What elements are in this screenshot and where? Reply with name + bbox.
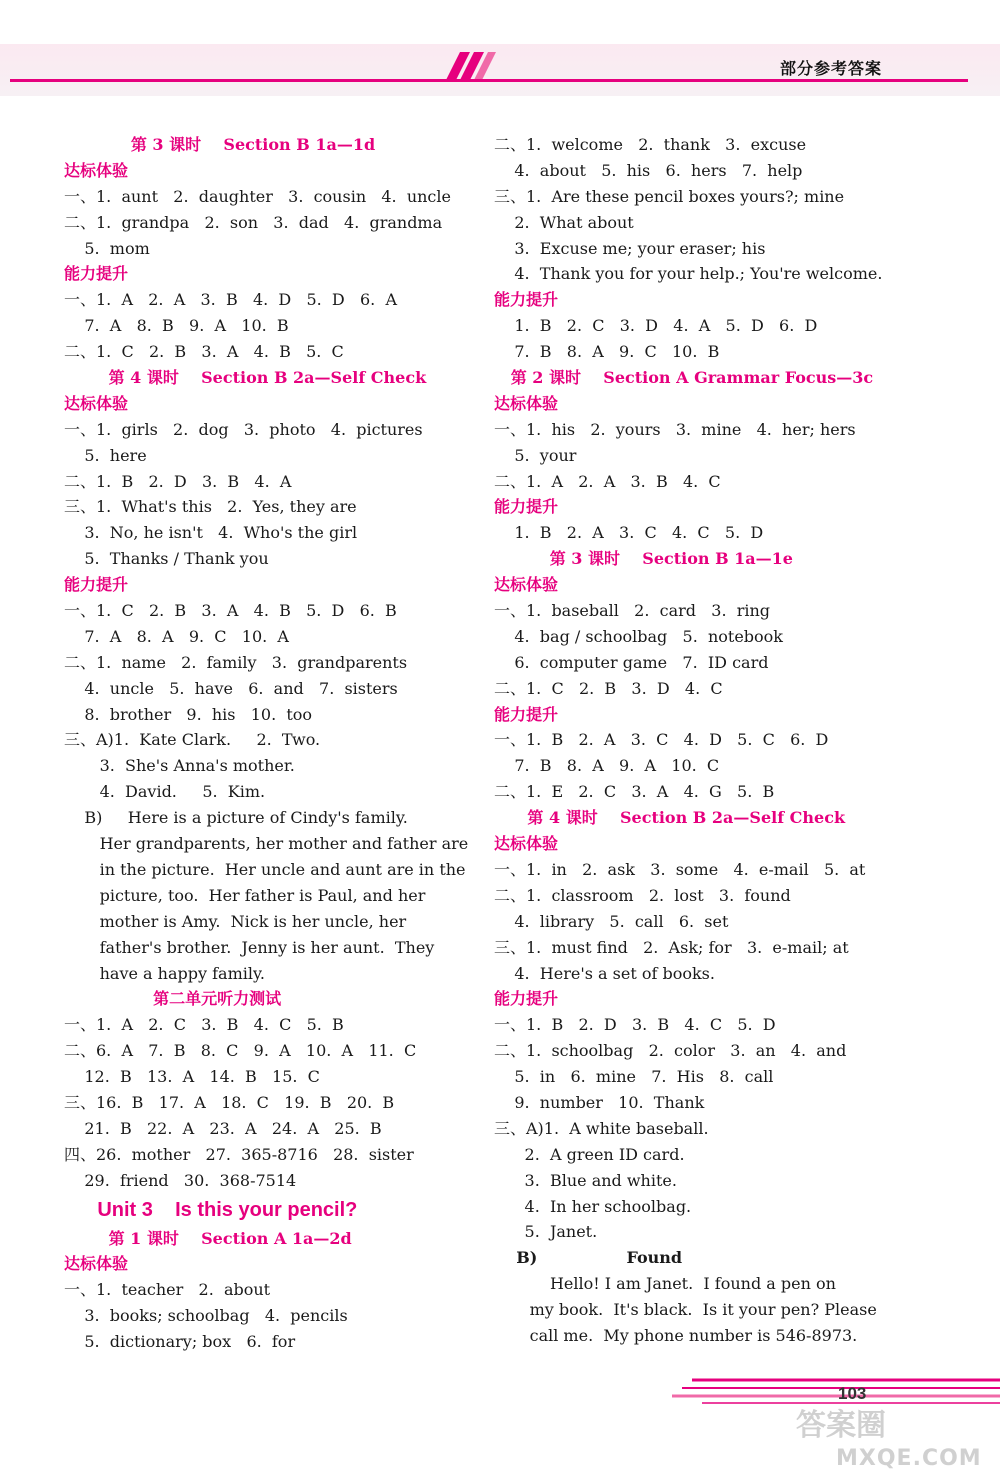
answer-line: 一、1. baseball 2. card 3. ring [494,601,771,621]
answer-line: 3. She's Anna's mother. [64,756,295,776]
answer-line: 21. B 22. A 23. A 24. A 25. B [64,1118,382,1138]
category-heading: 能力提升 [494,290,559,310]
page-header-title: 部分参考答案 [780,59,883,78]
answer-line: 二、1. B 2. D 3. B 4. A [64,471,292,491]
answer-line: 二、1. welcome 2. thank 3. excuse [494,135,807,154]
answer-line: 二、6. A 7. B 8. C 9. A 10. A 11. C [64,1041,417,1061]
watermark-url: MXQE.COM [836,1446,982,1471]
answer-line: 12. B 13. A 14. B 15. C [64,1067,320,1087]
category-heading: 能力提升 [494,704,559,724]
answer-line: 4. David. 5. Kim. [64,782,266,802]
section-heading: 第 3 课时 Section B 1a—1d [64,135,376,154]
answer-line: 一、1. his 2. yours 3. mine 4. her; hers [494,419,856,439]
answer-line: 三、1. Are these pencil boxes yours?; mine [494,186,845,206]
right-column [494,132,914,1349]
answer-line: 29. friend 30. 368-7514 [64,1170,297,1190]
section-heading: 第 2 课时 Section A Grammar Focus—3c [494,368,874,388]
answer-line: mother is Amy. Nick is her uncle, her [64,911,407,931]
answer-line: 一、1. in 2. ask 3. some 4. e-mail 5. at [494,859,866,879]
answer-line: 3. Excuse me; your eraser; his [494,238,766,258]
answer-line: 4. bag / schoolbag 5. notebook [494,626,783,646]
page-number: 103 [838,1384,867,1403]
section-heading: 第 4 课时 Section B 2a—Self Check [64,368,427,388]
answer-line: 1. B 2. A 3. C 4. C 5. D [494,523,764,543]
answer-line: 三、A)1. A white baseball. [494,1118,709,1138]
category-heading: 能力提升 [64,575,129,595]
answer-line: 8. brother 9. his 10. too [64,704,313,724]
answer-line: B) Found [494,1248,683,1268]
category-heading: 达标体验 [494,393,559,413]
answer-line: 5. dictionary; box 6. for [64,1332,296,1352]
answer-line: B) Here is a picture of Cindy's family. [64,808,408,828]
answer-line: 5. your [494,445,577,465]
answer-line: 7. B 8. A 9. A 10. C [494,756,720,776]
category-heading: 达标体验 [64,393,129,413]
answer-line: 二、1. E 2. C 3. A 4. G 5. B [494,782,775,802]
category-heading: 能力提升 [494,989,559,1009]
answer-line: 4. In her schoolbag. [494,1196,692,1216]
answer-line: 一、1. girls 2. dog 3. photo 4. pictures [64,419,423,439]
answer-line: 一、1. B 2. D 3. B 4. C 5. D [494,1015,776,1035]
answer-line: call me. My phone number is 546-8973. [494,1325,858,1345]
answer-line: 三、A)1. Kate Clark. 2. Two. [64,730,321,750]
answer-line: 4. Here's a set of books. [494,963,715,983]
answer-line: 2. A green ID card. [494,1144,685,1164]
category-heading: 能力提升 [494,497,559,517]
answer-line: Hello! I am Janet. I found a pen on [494,1274,836,1294]
answer-line: 7. A 8. A 9. C 10. A [64,626,289,646]
answer-line: 5. Thanks / Thank you [64,549,269,569]
answer-line: 3. Blue and white. [494,1170,677,1190]
answer-line: 三、1. What's this 2. Yes, they are [64,497,357,517]
answer-line: 1. B 2. C 3. D 4. A 5. D 6. D [494,316,818,336]
answer-line: have a happy family. [64,963,265,983]
answer-line: 一、1. C 2. B 3. A 4. B 5. D 6. B [64,601,397,621]
answer-line: 2. What about [494,212,634,232]
answer-line: 一、1. B 2. A 3. C 4. D 5. C 6. D [494,730,829,750]
answer-line: father's brother. Jenny is her aunt. They [64,937,435,957]
answer-line: 二、1. grandpa 2. son 3. dad 4. grandma [64,212,443,232]
answer-line: 5. in 6. mine 7. His 8. call [494,1067,774,1087]
answer-line: 5. here [64,445,147,465]
category-heading: 第二单元听力测试 [64,989,282,1009]
section-heading: 第 1 课时 Section A 1a—2d [64,1228,352,1248]
answer-line: 三、16. B 17. A 18. C 19. B 20. B [64,1092,395,1112]
answer-line: in the picture. Her uncle and aunt are in the [64,859,466,879]
answer-line: 7. B 8. A 9. C 10. B [494,342,720,362]
answer-line: picture, too. Her father is Paul, and her [64,885,426,905]
category-heading: 达标体验 [494,834,559,854]
answer-line: 4. about 5. his 6. hers 7. help [494,160,803,180]
category-heading: 达标体验 [494,575,559,595]
watermark-logo: 答案圈 [796,1408,886,1443]
left-column [64,132,484,1355]
answer-line: 四、26. mother 27. 365-8716 28. sister [64,1144,414,1164]
answer-line: 二、1. A 2. A 3. B 4. C [494,471,721,491]
answer-line: 9. number 10. Thank [494,1092,705,1112]
answer-line: 二、1. classroom 2. lost 3. found [494,885,791,905]
answer-line: 二、1. name 2. family 3. grandparents [64,652,408,672]
answer-line: 二、1. C 2. B 3. D 4. C [494,678,723,698]
answer-line: 一、1. A 2. A 3. B 4. D 5. D 6. A [64,290,397,310]
category-heading: 达标体验 [64,160,129,180]
answer-line: 二、1. schoolbag 2. color 3. an 4. and [494,1041,847,1061]
answer-line: 一、1. A 2. C 3. B 4. C 5. B [64,1015,344,1035]
category-heading: 达标体验 [64,1254,129,1274]
answer-line: 4. uncle 5. have 6. and 7. sisters [64,678,398,698]
answer-line: 5. Janet. [494,1222,598,1242]
answer-line: my book. It's black. Is it your pen? Please [494,1300,877,1320]
answer-line: 一、1. aunt 2. daughter 3. cousin 4. uncle [64,186,451,206]
section-heading: 第 3 课时 Section B 1a—1e [494,549,793,569]
header-stripes-decoration [436,52,496,80]
answer-line: 4. Thank you for your help.; You're welcome. [494,264,883,284]
header-rule [10,79,968,82]
answer-line: 二、1. C 2. B 3. A 4. B 5. C [64,342,344,362]
answer-line: 7. A 8. B 9. A 10. B [64,316,289,336]
answer-line: Her grandparents, her mother and father are [64,834,469,854]
category-heading: 能力提升 [64,264,129,284]
section-heading: 第 4 课时 Section B 2a—Self Check [494,808,846,828]
unit-title: Unit 3 Is this your pencil? [64,1198,358,1221]
answer-line: 4. library 5. call 6. set [494,911,729,931]
answer-line: 三、1. must find 2. Ask; for 3. e-mail; at [494,937,849,957]
answer-line: 3. books; schoolbag 4. pencils [64,1306,348,1326]
answer-line: 5. mom [64,238,150,258]
answer-line: 一、1. teacher 2. about [64,1280,271,1300]
answer-line: 3. No, he isn't 4. Who's the girl [64,523,358,543]
answer-line: 6. computer game 7. ID card [494,652,769,672]
